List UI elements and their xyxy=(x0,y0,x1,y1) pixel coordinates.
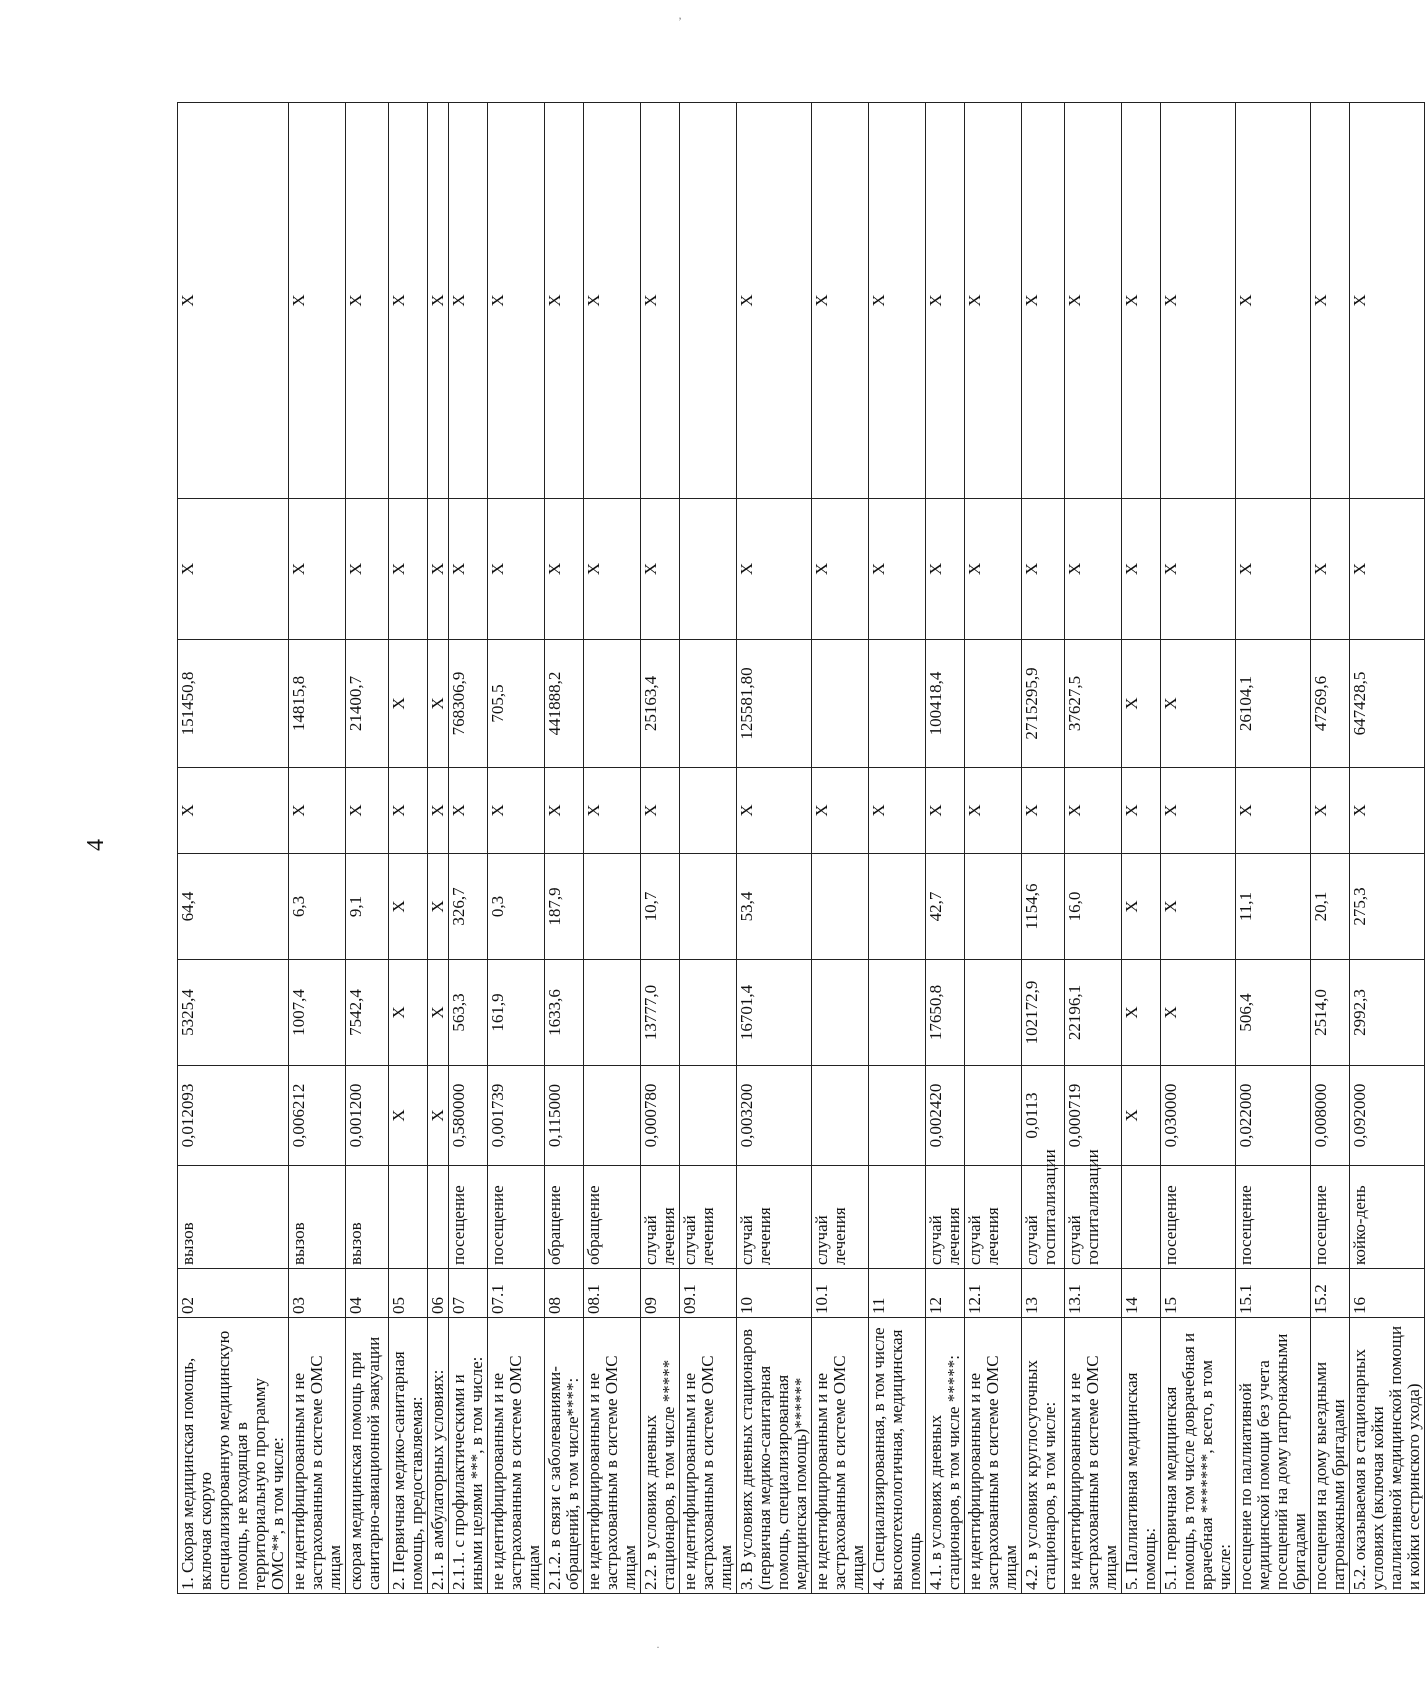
budget-total-cell: X xyxy=(1122,640,1161,768)
table-body xyxy=(178,103,1425,1594)
table-row xyxy=(680,103,737,1594)
table-row xyxy=(1350,103,1425,1594)
norm-volume-cell: 0,092000 xyxy=(1350,1066,1425,1166)
per-capita-budget-cell: 53,4 xyxy=(737,854,812,960)
percent-total-cell: X xyxy=(1350,103,1425,499)
norm-cost-cell: 13777,0 xyxy=(641,960,680,1066)
table-row xyxy=(737,103,812,1594)
row-number-cell: 09 xyxy=(641,1269,680,1318)
budget-total-cell: 21400,7 xyxy=(346,640,389,768)
norm-volume-cell: 0,022000 xyxy=(1236,1066,1311,1166)
row-number-cell: 10 xyxy=(737,1269,812,1318)
row-name-cell: 5. Паллиативная медицинская помощь: xyxy=(1122,1318,1161,1594)
norm-volume-cell xyxy=(869,1066,926,1166)
budget-total-cell xyxy=(680,640,737,768)
row-number-cell: 15.2 xyxy=(1311,1269,1350,1318)
norm-cost-cell: X xyxy=(389,960,428,1066)
norm-cost-cell xyxy=(965,960,1022,1066)
per-capita-budget-cell: 6,3 xyxy=(289,854,346,960)
per-capita-oms-cell: X xyxy=(488,768,545,854)
unit-cell: посещение xyxy=(488,1166,545,1269)
norm-volume-cell: 0,580000 xyxy=(449,1066,488,1166)
norm-cost-cell: 1007,4 xyxy=(289,960,346,1066)
norm-cost-cell xyxy=(680,960,737,1066)
row-name-cell: 3. В условиях дневных стационаров (первичная медико-санитарная помощь, специализированная медицинская помощь)****** xyxy=(737,1318,812,1594)
norm-cost-cell: 7542,4 xyxy=(346,960,389,1066)
oms-total-cell: X xyxy=(488,499,545,640)
rotated-table-container xyxy=(177,103,1423,1594)
percent-total-cell: X xyxy=(1022,103,1065,499)
per-capita-oms-cell: X xyxy=(1350,768,1425,854)
row-number-cell: 07 xyxy=(449,1269,488,1318)
medical-volume-table xyxy=(177,102,1425,1594)
budget-total-cell: 2715295,9 xyxy=(1022,640,1065,768)
norm-volume-cell xyxy=(680,1066,737,1166)
unit-cell: вызов xyxy=(289,1166,346,1269)
scan-mark: · xyxy=(656,1640,660,1654)
unit-cell: посещение xyxy=(1161,1166,1236,1269)
row-name-cell: 4.1. в условиях дневных стационаров, в том числе *****: xyxy=(926,1318,965,1594)
per-capita-budget-cell xyxy=(965,854,1022,960)
row-name-cell: не идентифицированным и не застрахованным в системе ОМС лицам xyxy=(812,1318,869,1594)
percent-total-cell: X xyxy=(488,103,545,499)
norm-cost-cell: 102172,9 xyxy=(1022,960,1065,1066)
table-row xyxy=(641,103,680,1594)
row-name-cell: не идентифицированным и не застрахованным в системе ОМС лицам xyxy=(1065,1318,1122,1594)
oms-total-cell: X xyxy=(428,499,449,640)
unit-cell: посещение xyxy=(1236,1166,1311,1269)
table-row xyxy=(1311,103,1350,1594)
unit-cell xyxy=(389,1166,428,1269)
percent-total-cell: X xyxy=(346,103,389,499)
per-capita-oms-cell: X xyxy=(428,768,449,854)
table-row xyxy=(545,103,584,1594)
percent-total-cell: X xyxy=(389,103,428,499)
budget-total-cell: 25163,4 xyxy=(641,640,680,768)
row-number-cell: 13.1 xyxy=(1065,1269,1122,1318)
unit-cell: случай лечения xyxy=(926,1166,965,1269)
norm-cost-cell: 161,9 xyxy=(488,960,545,1066)
unit-cell: случай госпитализации xyxy=(1022,1166,1065,1269)
unit-cell: посещение xyxy=(1311,1166,1350,1269)
unit-cell: вызов xyxy=(346,1166,389,1269)
oms-total-cell: X xyxy=(545,499,584,640)
per-capita-oms-cell: X xyxy=(584,768,641,854)
budget-total-cell: 705,5 xyxy=(488,640,545,768)
budget-total-cell: 125581,80 xyxy=(737,640,812,768)
table-row xyxy=(289,103,346,1594)
row-name-cell: 1. Скорая медицинская помощь, включая скорую специализированную медицинскую помощь, не входящая в территориальную программу ОМС**, в том числе: xyxy=(178,1318,289,1594)
table-row xyxy=(488,103,545,1594)
oms-total-cell: X xyxy=(965,499,1022,640)
table-row xyxy=(389,103,428,1594)
unit-cell: вызов xyxy=(178,1166,289,1269)
oms-total-cell: X xyxy=(641,499,680,640)
percent-total-cell xyxy=(680,103,737,499)
table-row xyxy=(869,103,926,1594)
norm-cost-cell: 22196,1 xyxy=(1065,960,1122,1066)
budget-total-cell: X xyxy=(1161,640,1236,768)
norm-volume-cell: 0,001200 xyxy=(346,1066,389,1166)
per-capita-budget-cell: X xyxy=(1161,854,1236,960)
oms-total-cell: X xyxy=(1236,499,1311,640)
norm-volume-cell: 0,008000 xyxy=(1311,1066,1350,1166)
norm-cost-cell: 563,3 xyxy=(449,960,488,1066)
norm-volume-cell: 0,115000 xyxy=(545,1066,584,1166)
row-number-cell: 12.1 xyxy=(965,1269,1022,1318)
table-row xyxy=(965,103,1022,1594)
norm-volume-cell: 0,006212 xyxy=(289,1066,346,1166)
norm-cost-cell: 2992,3 xyxy=(1350,960,1425,1066)
unit-cell: случай лечения xyxy=(965,1166,1022,1269)
per-capita-budget-cell: 20,1 xyxy=(1311,854,1350,960)
oms-total-cell: X xyxy=(346,499,389,640)
norm-volume-cell: 0,030000 xyxy=(1161,1066,1236,1166)
row-name-cell: 5.2. оказываемая в стационарных условиях (включая койки паллиативной медицинской помощи и койки сестринского ухода) xyxy=(1350,1318,1425,1594)
norm-cost-cell: 17650,8 xyxy=(926,960,965,1066)
oms-total-cell: X xyxy=(584,499,641,640)
percent-total-cell: X xyxy=(1311,103,1350,499)
oms-total-cell: X xyxy=(737,499,812,640)
per-capita-oms-cell: X xyxy=(545,768,584,854)
unit-cell: случай лечения xyxy=(812,1166,869,1269)
table-row xyxy=(449,103,488,1594)
budget-total-cell: X xyxy=(389,640,428,768)
per-capita-budget-cell: 326,7 xyxy=(449,854,488,960)
unit-cell xyxy=(1122,1166,1161,1269)
table-row xyxy=(812,103,869,1594)
percent-total-cell: X xyxy=(869,103,926,499)
oms-total-cell: X xyxy=(869,499,926,640)
oms-total-cell: X xyxy=(1350,499,1425,640)
table-row xyxy=(428,103,449,1594)
table-row xyxy=(346,103,389,1594)
per-capita-oms-cell: X xyxy=(346,768,389,854)
row-name-cell: не идентифицированным и не застрахованным в системе ОМС лицам xyxy=(965,1318,1022,1594)
norm-volume-cell: 0,012093 xyxy=(178,1066,289,1166)
oms-total-cell: X xyxy=(289,499,346,640)
per-capita-budget-cell: 0,3 xyxy=(488,854,545,960)
percent-total-cell: X xyxy=(289,103,346,499)
row-name-cell: посещения на дому выездными патронажными бригадами xyxy=(1311,1318,1350,1594)
per-capita-budget-cell: 10,7 xyxy=(641,854,680,960)
per-capita-oms-cell: X xyxy=(737,768,812,854)
row-name-cell: 2.1. в амбулаторных условиях: xyxy=(428,1318,449,1594)
unit-cell: случай лечения xyxy=(641,1166,680,1269)
oms-total-cell: X xyxy=(1122,499,1161,640)
per-capita-budget-cell: 64,4 xyxy=(178,854,289,960)
per-capita-oms-cell: X xyxy=(1161,768,1236,854)
table-row xyxy=(926,103,965,1594)
norm-cost-cell xyxy=(869,960,926,1066)
percent-total-cell: X xyxy=(545,103,584,499)
budget-total-cell: 37627,5 xyxy=(1065,640,1122,768)
table-row xyxy=(1065,103,1122,1594)
norm-volume-cell xyxy=(812,1066,869,1166)
per-capita-budget-cell: 42,7 xyxy=(926,854,965,960)
row-number-cell: 07.1 xyxy=(488,1269,545,1318)
norm-cost-cell xyxy=(584,960,641,1066)
norm-cost-cell: X xyxy=(1122,960,1161,1066)
scan-mark: ’ xyxy=(678,14,682,28)
row-name-cell: 2. Первичная медико-санитарная помощь, предоставляемая: xyxy=(389,1318,428,1594)
oms-total-cell: X xyxy=(1161,499,1236,640)
budget-total-cell: 47269,6 xyxy=(1311,640,1350,768)
per-capita-oms-cell: X xyxy=(1122,768,1161,854)
oms-total-cell: X xyxy=(1065,499,1122,640)
unit-cell: посещение xyxy=(449,1166,488,1269)
row-name-cell: 2.2. в условиях дневных стационаров, в том числе ***** xyxy=(641,1318,680,1594)
per-capita-budget-cell: X xyxy=(1122,854,1161,960)
norm-cost-cell: 5325,4 xyxy=(178,960,289,1066)
row-number-cell: 02 xyxy=(178,1269,289,1318)
per-capita-budget-cell: X xyxy=(389,854,428,960)
per-capita-oms-cell xyxy=(680,768,737,854)
percent-total-cell: X xyxy=(641,103,680,499)
norm-volume-cell: 0,000719 xyxy=(1065,1066,1122,1166)
budget-total-cell: 647428,5 xyxy=(1350,640,1425,768)
oms-total-cell: X xyxy=(1311,499,1350,640)
budget-total-cell: 100418,4 xyxy=(926,640,965,768)
norm-volume-cell: 0,003200 xyxy=(737,1066,812,1166)
percent-total-cell: X xyxy=(1236,103,1311,499)
per-capita-oms-cell: X xyxy=(449,768,488,854)
unit-cell xyxy=(428,1166,449,1269)
oms-total-cell: X xyxy=(812,499,869,640)
norm-cost-cell: X xyxy=(428,960,449,1066)
per-capita-budget-cell: 11,1 xyxy=(1236,854,1311,960)
budget-total-cell xyxy=(965,640,1022,768)
percent-total-cell: X xyxy=(1122,103,1161,499)
page-number: 4 xyxy=(83,839,109,851)
norm-cost-cell: 16701,4 xyxy=(737,960,812,1066)
budget-total-cell: 26104,1 xyxy=(1236,640,1311,768)
per-capita-oms-cell: X xyxy=(812,768,869,854)
row-number-cell: 13 xyxy=(1022,1269,1065,1318)
unit-cell: случай лечения xyxy=(737,1166,812,1269)
oms-total-cell: X xyxy=(1022,499,1065,640)
row-name-cell: 5.1. первичная медицинская помощь, в том числе доврачебная и врачебная *******, всего, в том числе: xyxy=(1161,1318,1236,1594)
row-name-cell: не идентифицированным и не застрахованным в системе ОМС лицам xyxy=(680,1318,737,1594)
oms-total-cell xyxy=(680,499,737,640)
oms-total-cell: X xyxy=(926,499,965,640)
row-number-cell: 10.1 xyxy=(812,1269,869,1318)
unit-cell: обращение xyxy=(545,1166,584,1269)
per-capita-oms-cell: X xyxy=(1311,768,1350,854)
row-number-cell: 05 xyxy=(389,1269,428,1318)
budget-total-cell: 441888,2 xyxy=(545,640,584,768)
per-capita-oms-cell: X xyxy=(289,768,346,854)
per-capita-oms-cell: X xyxy=(869,768,926,854)
per-capita-budget-cell: 187,9 xyxy=(545,854,584,960)
percent-total-cell: X xyxy=(584,103,641,499)
per-capita-oms-cell: X xyxy=(926,768,965,854)
budget-total-cell: X xyxy=(428,640,449,768)
row-number-cell: 11 xyxy=(869,1269,926,1318)
norm-volume-cell xyxy=(584,1066,641,1166)
row-number-cell: 08.1 xyxy=(584,1269,641,1318)
norm-cost-cell xyxy=(812,960,869,1066)
row-name-cell: 4.2. в условиях круглосуточных стационаров, в том числе: xyxy=(1022,1318,1065,1594)
norm-cost-cell: 506,4 xyxy=(1236,960,1311,1066)
per-capita-budget-cell xyxy=(869,854,926,960)
norm-volume-cell: X xyxy=(1122,1066,1161,1166)
percent-total-cell: X xyxy=(449,103,488,499)
budget-total-cell: 151450,8 xyxy=(178,640,289,768)
per-capita-oms-cell: X xyxy=(389,768,428,854)
budget-total-cell: 14815,8 xyxy=(289,640,346,768)
table-row xyxy=(178,103,289,1594)
oms-total-cell: X xyxy=(449,499,488,640)
percent-total-cell: X xyxy=(1161,103,1236,499)
per-capita-budget-cell: 9,1 xyxy=(346,854,389,960)
percent-total-cell: X xyxy=(965,103,1022,499)
budget-total-cell xyxy=(869,640,926,768)
percent-total-cell: X xyxy=(926,103,965,499)
unit-cell: обращение xyxy=(584,1166,641,1269)
norm-volume-cell: X xyxy=(389,1066,428,1166)
row-name-cell: скорая медицинская помощь при санитарно-авиационной эвакуации xyxy=(346,1318,389,1594)
per-capita-budget-cell xyxy=(680,854,737,960)
table-row xyxy=(1122,103,1161,1594)
percent-total-cell: X xyxy=(737,103,812,499)
row-name-cell: не идентифицированным и не застрахованным в системе ОМС лицам xyxy=(488,1318,545,1594)
row-name-cell: посещение по паллиативной медицинской помощи без учета посещений на дому патронажными бригадами xyxy=(1236,1318,1311,1594)
budget-total-cell xyxy=(584,640,641,768)
per-capita-budget-cell: 1154,6 xyxy=(1022,854,1065,960)
row-number-cell: 12 xyxy=(926,1269,965,1318)
norm-volume-cell: 0,000780 xyxy=(641,1066,680,1166)
budget-total-cell xyxy=(812,640,869,768)
norm-cost-cell: 2514,0 xyxy=(1311,960,1350,1066)
per-capita-oms-cell: X xyxy=(1236,768,1311,854)
row-name-cell: не идентифицированным и не застрахованным в системе ОМС лицам xyxy=(289,1318,346,1594)
row-number-cell: 06 xyxy=(428,1269,449,1318)
per-capita-budget-cell xyxy=(584,854,641,960)
row-number-cell: 16 xyxy=(1350,1269,1425,1318)
norm-volume-cell: 0,0113 xyxy=(1022,1066,1065,1166)
table-row xyxy=(1022,103,1065,1594)
oms-total-cell: X xyxy=(389,499,428,640)
per-capita-budget-cell xyxy=(812,854,869,960)
row-number-cell: 15.1 xyxy=(1236,1269,1311,1318)
row-number-cell: 15 xyxy=(1161,1269,1236,1318)
table-row xyxy=(1236,103,1311,1594)
row-number-cell: 04 xyxy=(346,1269,389,1318)
per-capita-oms-cell: X xyxy=(641,768,680,854)
row-number-cell: 03 xyxy=(289,1269,346,1318)
percent-total-cell: X xyxy=(178,103,289,499)
norm-volume-cell xyxy=(965,1066,1022,1166)
table-row xyxy=(584,103,641,1594)
per-capita-budget-cell: 275,3 xyxy=(1350,854,1425,960)
norm-cost-cell: X xyxy=(1161,960,1236,1066)
per-capita-budget-cell: 16,0 xyxy=(1065,854,1122,960)
unit-cell: случай лечения xyxy=(680,1166,737,1269)
row-number-cell: 08 xyxy=(545,1269,584,1318)
row-name-cell: не идентифицированным и не застрахованным в системе ОМС лицам xyxy=(584,1318,641,1594)
row-name-cell: 2.1.1. с профилактическими и иными целями ***, в том числе: xyxy=(449,1318,488,1594)
oms-total-cell: X xyxy=(178,499,289,640)
unit-cell: случай госпитализации xyxy=(1065,1166,1122,1269)
row-name-cell: 4. Специализированная, в том числе высокотехнологичная, медицинская помощь xyxy=(869,1318,926,1594)
percent-total-cell: X xyxy=(428,103,449,499)
percent-total-cell: X xyxy=(1065,103,1122,499)
per-capita-oms-cell: X xyxy=(1022,768,1065,854)
row-number-cell: 14 xyxy=(1122,1269,1161,1318)
per-capita-oms-cell: X xyxy=(178,768,289,854)
table-row xyxy=(1161,103,1236,1594)
row-number-cell: 09.1 xyxy=(680,1269,737,1318)
norm-volume-cell: X xyxy=(428,1066,449,1166)
per-capita-oms-cell: X xyxy=(1065,768,1122,854)
unit-cell: койко-день xyxy=(1350,1166,1425,1269)
percent-total-cell: X xyxy=(812,103,869,499)
per-capita-oms-cell: X xyxy=(965,768,1022,854)
row-name-cell: 2.1.2. в связи с заболеваниями-обращений, в том числе****: xyxy=(545,1318,584,1594)
budget-total-cell: 768306,9 xyxy=(449,640,488,768)
unit-cell xyxy=(869,1166,926,1269)
norm-cost-cell: 1633,6 xyxy=(545,960,584,1066)
norm-volume-cell: 0,002420 xyxy=(926,1066,965,1166)
per-capita-budget-cell: X xyxy=(428,854,449,960)
norm-volume-cell: 0,001739 xyxy=(488,1066,545,1166)
